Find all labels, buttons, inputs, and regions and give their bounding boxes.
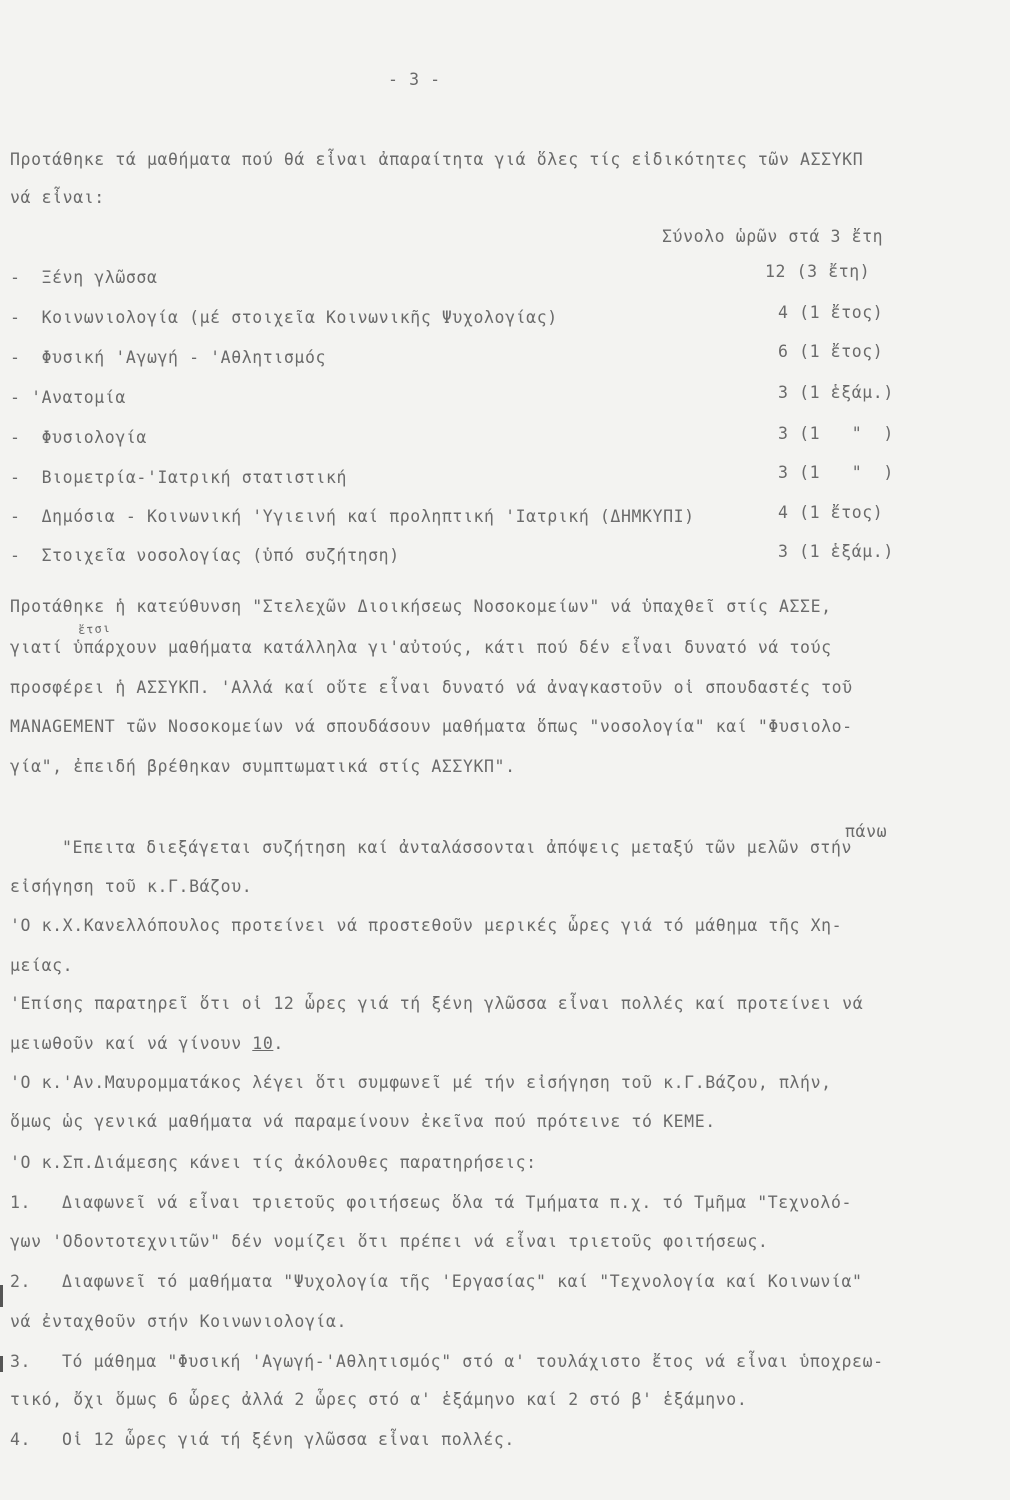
course-name: - Φυσιολογία	[10, 428, 147, 447]
paragraph-line: Προτάθηκε ἡ κατεύθυνση "Στελεχῶν Διοικήσεως Νοσοκομείων" νά ὑπαχθεῖ στίς ΑΣΣΕ,	[10, 597, 832, 616]
course-hours: 12 (3 ἔτη)	[765, 262, 871, 281]
period: .	[273, 1034, 284, 1053]
paragraph-line: 'Ο κ.Σπ.Διάμεσης κάνει τίς ἀκόλουθες παρατηρήσεις:	[10, 1153, 537, 1172]
paragraph-line: μείας.	[10, 956, 74, 975]
point-line: νά ἐνταχθοῦν στήν Κοινωνιολογία.	[10, 1312, 348, 1331]
handwritten-above: πάνω	[845, 822, 888, 841]
paragraph-line: MANAGEMENT τῶν Νοσοκομείων νά σπουδάσουν μαθήματα ὅπως "νοσολογία" καί "Φυσιολο-	[10, 717, 853, 736]
point-line: Διαφωνεῖ νά εἶναι τριετοῦς φοιτήσεως ὅλα τά Τμήματα π.χ. τό Τμῆμα "Τεχνολό-	[62, 1193, 853, 1212]
paragraph-line: "Επειτα διεξάγεται συζήτηση καί ἀνταλάσσονται ἀπόψεις μεταξύ τῶν μελῶν στήν	[62, 838, 853, 857]
course-name: - Κοινωνιολογία (μέ στοιχεῖα Κοινωνικῆς Ψυχολογίας)	[10, 308, 558, 327]
point-line: τικό, ὄχι ὅμως 6 ὧρες ἀλλά 2 ὧρες στό α' ἑξάμηνο καί 2 στό β' ἑξάμηνο.	[10, 1390, 748, 1409]
handwritten-insert: ἔτσι	[77, 620, 112, 638]
paragraph-line: γιατί ὑπάρχουν μαθήματα κατάλληλα γι'αὐτούς, κάτι πού δέν εἶναι δυνατό νά τούς	[10, 638, 832, 657]
course-name: - Φυσική 'Αγωγή - 'Αθλητισμός	[10, 348, 327, 367]
course-hours: 3 (1 ἑξάμ.)	[778, 383, 894, 402]
scan-edge-mark	[0, 1285, 3, 1307]
point-line: Διαφωνεῖ τό μαθήματα "Ψυχολογία τῆς 'Εργασίας" καί "Τεχνολογία καί Κοινωνία"	[62, 1272, 863, 1291]
intro-line-1: Προτάθηκε τά μαθήματα πού θά εἶναι ἀπαραίτητα γιά ὅλες τίς εἰδικότητες τῶν ΑΣΣΥΚΠ	[10, 150, 864, 169]
paragraph-line-with-number	[10, 1034, 284, 1054]
course-hours: 3 (1 " )	[778, 463, 894, 482]
course-name: - Δημόσια - Κοινωνική 'Υγιεινή καί προληπτική 'Ιατρική (ΔΗΜΚΥΠΙ)	[10, 507, 695, 526]
point-line: Τό μάθημα "Φυσική 'Αγωγή-'Αθλητισμός" στό α' τουλάχιστο ἔτος νά εἶναι ὑποχρεω-	[62, 1352, 884, 1371]
course-hours: 4 (1 ἔτος)	[778, 303, 884, 322]
point-number: 3.	[10, 1352, 32, 1371]
course-name: - 'Ανατομία	[10, 388, 126, 407]
course-name: - Βιομετρία-'Ιατρική στατιστική	[10, 468, 348, 487]
course-hours: 6 (1 ἔτος)	[778, 342, 884, 361]
course-hours: 3 (1 " )	[778, 424, 894, 443]
point-number: 2.	[10, 1272, 32, 1291]
paragraph-text: μειωθοῦν καί νά γίνουν	[10, 1034, 253, 1053]
paragraph-line: 'Επίσης παρατηρεῖ ὅτι οἱ 12 ὧρες γιά τή ξένη γλῶσσα εἶναι πολλές καί προτείνει νά	[10, 994, 864, 1013]
intro-line-2: νά εἶναι:	[10, 188, 105, 207]
point-number: 1.	[10, 1193, 32, 1212]
course-name: - Ξένη γλῶσσα	[10, 268, 158, 287]
underlined-number: 10	[252, 1034, 274, 1053]
point-line: γων 'Οδοντοτεχνιτῶν" δέν νομίζει ὅτι πρέπει νά εἶναι τριετοῦς φοιτήσεως.	[10, 1232, 769, 1251]
scan-edge-mark	[0, 1356, 3, 1372]
course-hours: 4 (1 ἔτος)	[778, 503, 884, 522]
paragraph-line: 'Ο κ.'Αν.Μαυρομματάκος λέγει ὅτι συμφωνεῖ μέ τήν εἰσήγηση τοῦ κ.Γ.Βάζου, πλήν,	[10, 1073, 832, 1092]
paragraph-line: εἰσήγηση τοῦ κ.Γ.Βάζου.	[10, 877, 253, 896]
paragraph-line: 'Ο κ.Χ.Κανελλόπουλος προτείνει νά προστεθοῦν μερικές ὧρες γιά τό μάθημα τῆς Χη-	[10, 916, 843, 935]
page-number: - 3 -	[388, 70, 441, 89]
hours-header: Σύνολο ὡρῶν στά 3 ἔτη	[662, 227, 884, 246]
paragraph-line: ὅμως ὡς γενικά μαθήματα νά παραμείνουν ἐκεῖνα πού πρότεινε τό ΚΕΜΕ.	[10, 1112, 716, 1131]
point-line: Οἱ 12 ὧρες γιά τή ξένη γλῶσσα εἶναι πολλές.	[62, 1430, 515, 1449]
paragraph-line: προσφέρει ἡ ΑΣΣΥΚΠ. 'Αλλά καί οὔτε εἶναι δυνατό νά ἀναγκαστοῦν οἱ σπουδαστές τοῦ	[10, 678, 853, 697]
paragraph-line: γία", ἐπειδή βρέθηκαν συμπτωματικά στίς ΑΣΣΥΚΠ".	[10, 757, 516, 776]
course-hours: 3 (1 ἑξάμ.)	[778, 542, 894, 561]
course-name: - Στοιχεῖα νοσολογίας (ὑπό συζήτηση)	[10, 546, 400, 565]
point-number: 4.	[10, 1430, 32, 1449]
